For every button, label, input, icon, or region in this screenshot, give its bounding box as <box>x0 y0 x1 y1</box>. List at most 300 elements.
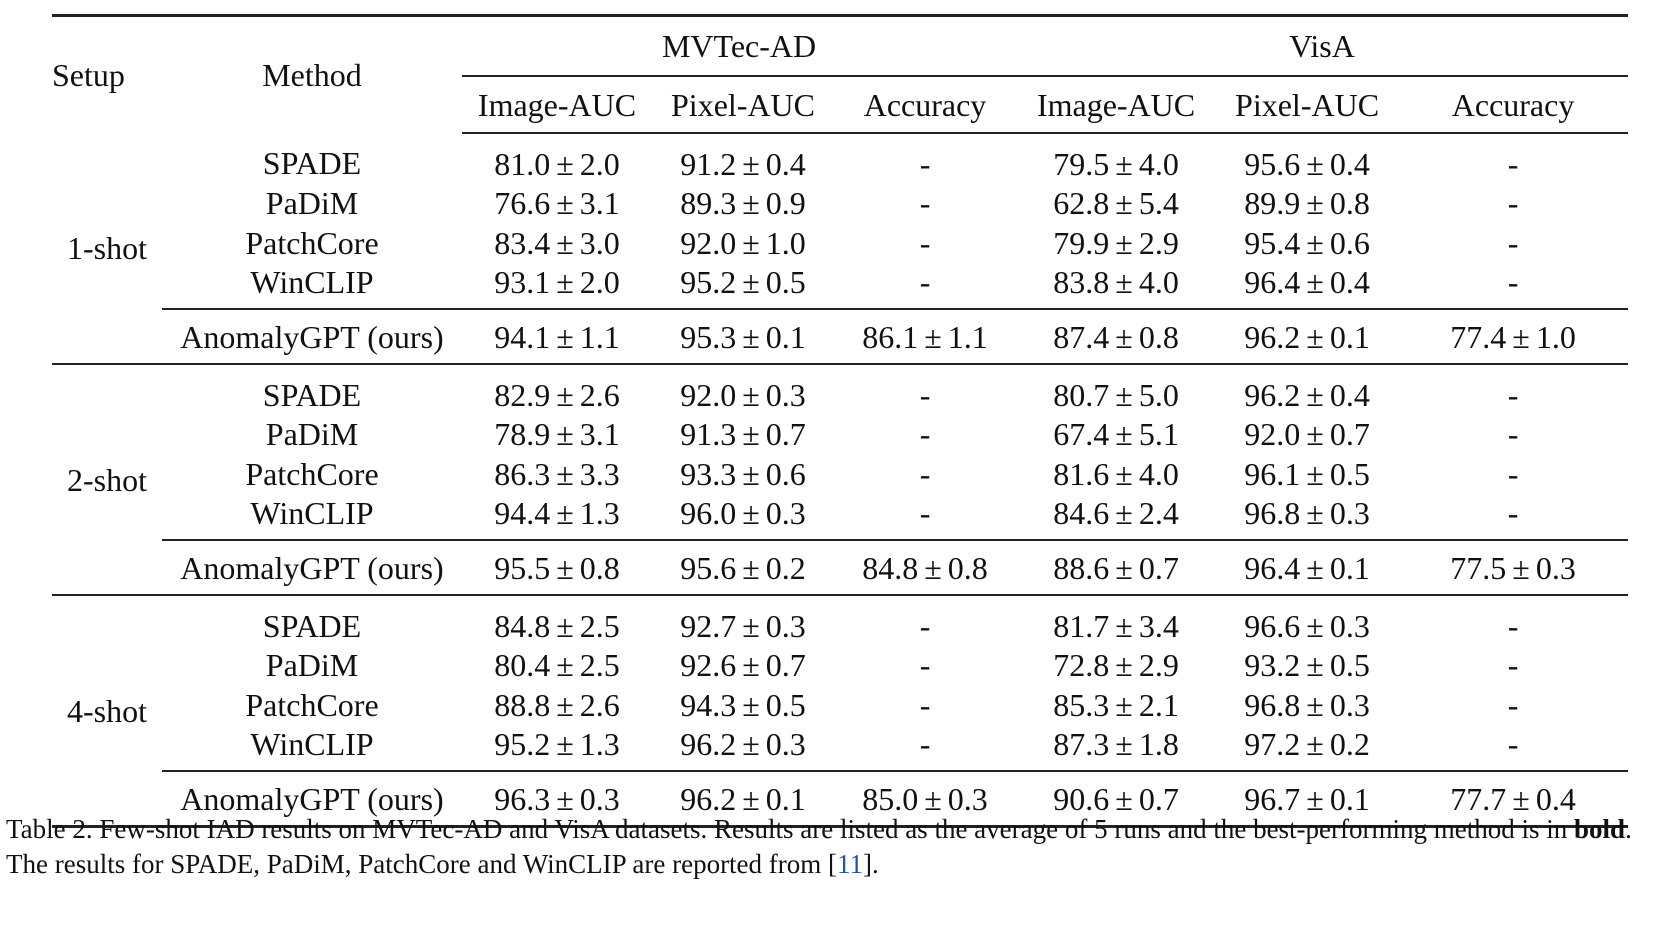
cell-mean: 83.4 <box>494 224 551 261</box>
cell-std: 3.4 <box>1138 607 1179 644</box>
cell-mean: - <box>919 647 931 684</box>
cell-mean: - <box>919 607 931 644</box>
cell-mvtec-accuracy <box>834 454 1016 494</box>
table-row <box>52 454 1628 494</box>
cell-std: 5.4 <box>1138 185 1179 222</box>
cell-mvtec-accuracy <box>834 646 1016 686</box>
cell-visa-image-auc <box>1016 364 1216 415</box>
table-row <box>52 223 1628 263</box>
cell-mean: 86.1 <box>862 318 919 355</box>
cell-mean: 96.1 <box>1244 455 1301 492</box>
cell-visa-accuracy <box>1398 223 1628 263</box>
plus-minus-sign: ± <box>1306 726 1324 763</box>
plus-minus-sign: ± <box>742 455 760 492</box>
cell-std: 1.1 <box>579 318 620 355</box>
cell-mean: - <box>919 726 931 763</box>
cell-mean: - <box>1507 185 1519 222</box>
header-col-mvtec-pixel-auc: Pixel-AUC <box>652 76 834 133</box>
plus-minus-sign: ± <box>742 686 760 723</box>
cell-mean: 92.0 <box>680 224 737 261</box>
cell-visa-accuracy <box>1398 263 1628 310</box>
table-row <box>52 540 1628 595</box>
plus-minus-sign: ± <box>1306 185 1324 222</box>
cell-mean: 93.3 <box>680 455 737 492</box>
cell-std: 0.4 <box>1329 376 1370 413</box>
cell-std: 0.1 <box>1329 318 1370 355</box>
cell-mean: 96.0 <box>680 495 737 532</box>
cell-std: 4.0 <box>1138 264 1179 301</box>
cell-mean: 96.7 <box>1244 780 1301 817</box>
method-name: SPADE <box>262 145 362 182</box>
cell-mean: - <box>919 686 931 723</box>
cell-std: 1.0 <box>765 224 806 261</box>
cell-mvtec-image-auc <box>462 685 652 725</box>
plus-minus-sign: ± <box>556 264 574 301</box>
cell-mean: 85.0 <box>862 780 919 817</box>
cell-std: 0.5 <box>765 264 806 301</box>
cell-std: 2.5 <box>579 647 620 684</box>
cell-std: 0.9 <box>765 185 806 222</box>
plus-minus-sign: ± <box>1115 145 1133 182</box>
plus-minus-sign: ± <box>742 224 760 261</box>
cell-mean: 67.4 <box>1053 416 1110 453</box>
cell-std: 1.1 <box>947 318 988 355</box>
cell-mean: 96.6 <box>1244 607 1301 644</box>
cell-mvtec-image-auc <box>462 494 652 541</box>
plus-minus-sign: ± <box>1306 455 1324 492</box>
cell-mvtec-pixel-auc <box>652 540 834 595</box>
cell-visa-image-auc <box>1016 685 1216 725</box>
cell-mean: 96.8 <box>1244 686 1301 723</box>
plus-minus-sign: ± <box>742 495 760 532</box>
cell-mean: 91.2 <box>680 145 737 182</box>
cell-std: 4.0 <box>1138 145 1179 182</box>
cell-std: 0.4 <box>765 145 806 182</box>
cell-mean: 92.0 <box>680 376 737 413</box>
method-name: PaDiM <box>265 185 359 222</box>
cell-std: 0.8 <box>1138 318 1179 355</box>
plus-minus-sign: ± <box>1115 549 1133 586</box>
cell-mean: 95.2 <box>494 726 551 763</box>
cell-mean: 94.4 <box>494 495 551 532</box>
plus-minus-sign: ± <box>742 549 760 586</box>
cell-mean: 97.2 <box>1244 726 1301 763</box>
cell-mean: 80.4 <box>494 647 551 684</box>
cell-mvtec-accuracy <box>834 595 1016 646</box>
plus-minus-sign: ± <box>1115 185 1133 222</box>
cell-std: 0.7 <box>765 647 806 684</box>
cell-mean: 79.9 <box>1053 224 1110 261</box>
cell-visa-pixel-auc <box>1216 454 1398 494</box>
method-name: SPADE <box>262 607 362 644</box>
cell-mean: - <box>919 145 931 182</box>
cell-std: 0.7 <box>765 416 806 453</box>
plus-minus-sign: ± <box>742 780 760 817</box>
cell-mvtec-accuracy <box>834 725 1016 772</box>
cell-visa-image-auc <box>1016 133 1216 184</box>
plus-minus-sign: ± <box>1115 264 1133 301</box>
cell-std: 0.3 <box>947 780 988 817</box>
cell-mvtec-accuracy <box>834 685 1016 725</box>
plus-minus-sign: ± <box>556 455 574 492</box>
method-name: PatchCore <box>245 455 379 492</box>
header-col-visa-image-auc: Image-AUC <box>1016 76 1216 133</box>
caption-bold-word: bold <box>1574 814 1626 844</box>
plus-minus-sign: ± <box>1306 145 1324 182</box>
cell-std: 0.3 <box>765 607 806 644</box>
cell-mean: 89.3 <box>680 185 737 222</box>
cell-std: 0.3 <box>765 495 806 532</box>
cell-visa-image-auc <box>1016 184 1216 224</box>
cell-mean: 96.8 <box>1244 495 1301 532</box>
cell-std: 0.1 <box>1329 780 1370 817</box>
plus-minus-sign: ± <box>1115 780 1133 817</box>
cell-mean: 88.8 <box>494 686 551 723</box>
method-name: WinCLIP <box>250 726 374 763</box>
plus-minus-sign: ± <box>556 686 574 723</box>
plus-minus-sign: ± <box>1115 607 1133 644</box>
method-name: PaDiM <box>265 647 359 684</box>
plus-minus-sign: ± <box>1306 224 1324 261</box>
cell-std: 0.4 <box>1329 264 1370 301</box>
cell-std: 0.3 <box>579 780 620 817</box>
cell-mean: 92.7 <box>680 607 737 644</box>
cell-visa-image-auc <box>1016 454 1216 494</box>
plus-minus-sign: ± <box>1306 686 1324 723</box>
cell-visa-pixel-auc <box>1216 646 1398 686</box>
plus-minus-sign: ± <box>1306 607 1324 644</box>
cell-visa-image-auc <box>1016 540 1216 595</box>
cell-mean: 87.3 <box>1053 726 1110 763</box>
header-group-visa: VisA <box>1016 16 1628 77</box>
table-row <box>52 494 1628 541</box>
cell-mean: 95.4 <box>1244 224 1301 261</box>
cell-std: 0.5 <box>765 686 806 723</box>
table-row <box>52 415 1628 455</box>
cell-mean: 95.5 <box>494 549 551 586</box>
setup-label: 1-shot <box>52 133 162 364</box>
cell-mvtec-pixel-auc <box>652 454 834 494</box>
cell-mean: 72.8 <box>1053 647 1110 684</box>
cell-std: 0.4 <box>1535 780 1576 817</box>
cell-visa-image-auc <box>1016 415 1216 455</box>
cell-visa-accuracy <box>1398 494 1628 541</box>
cell-mean: 84.8 <box>494 607 551 644</box>
plus-minus-sign: ± <box>742 607 760 644</box>
cell-std: 0.7 <box>1329 416 1370 453</box>
method-name: PaDiM <box>265 416 359 453</box>
cell-visa-image-auc <box>1016 223 1216 263</box>
cell-mean: - <box>1507 376 1519 413</box>
cell-mvtec-image-auc <box>462 415 652 455</box>
cell-mvtec-pixel-auc <box>652 133 834 184</box>
setup-label: 4-shot <box>52 595 162 827</box>
cell-visa-accuracy <box>1398 540 1628 595</box>
cell-mean: 93.2 <box>1244 647 1301 684</box>
table-row <box>52 309 1628 364</box>
cell-mean: 79.5 <box>1053 145 1110 182</box>
method-name: WinCLIP <box>250 495 374 532</box>
cell-mvtec-pixel-auc <box>652 646 834 686</box>
plus-minus-sign: ± <box>1115 686 1133 723</box>
plus-minus-sign: ± <box>556 416 574 453</box>
cell-mean: - <box>1507 224 1519 261</box>
cell-visa-accuracy <box>1398 685 1628 725</box>
cell-mean: - <box>1507 264 1519 301</box>
plus-minus-sign: ± <box>556 607 574 644</box>
cell-std: 0.3 <box>1329 495 1370 532</box>
cell-mean: 96.4 <box>1244 264 1301 301</box>
cell-mean: - <box>1507 145 1519 182</box>
cell-mean: 96.2 <box>1244 318 1301 355</box>
plus-minus-sign: ± <box>1512 780 1530 817</box>
cell-std: 0.3 <box>765 376 806 413</box>
cell-mean: - <box>1507 607 1519 644</box>
cell-visa-pixel-auc <box>1216 133 1398 184</box>
cell-mvtec-pixel-auc <box>652 223 834 263</box>
plus-minus-sign: ± <box>556 726 574 763</box>
plus-minus-sign: ± <box>1306 549 1324 586</box>
cell-mean: - <box>919 376 931 413</box>
cell-mean: - <box>919 455 931 492</box>
header-col-visa-accuracy: Accuracy <box>1398 76 1628 133</box>
cell-mean: - <box>919 185 931 222</box>
cell-mean: 93.1 <box>494 264 551 301</box>
table-row <box>52 685 1628 725</box>
cell-mvtec-accuracy <box>834 415 1016 455</box>
cell-mean: 90.6 <box>1053 780 1110 817</box>
cell-mean: 76.6 <box>494 185 551 222</box>
cell-mean: 81.0 <box>494 145 551 182</box>
plus-minus-sign: ± <box>924 780 942 817</box>
cell-mean: - <box>919 224 931 261</box>
cell-std: 2.4 <box>1138 495 1179 532</box>
cell-mean: 78.9 <box>494 416 551 453</box>
plus-minus-sign: ± <box>742 726 760 763</box>
cell-std: 0.7 <box>1138 549 1179 586</box>
cell-std: 0.2 <box>1329 726 1370 763</box>
plus-minus-sign: ± <box>556 780 574 817</box>
table-body <box>52 133 1628 827</box>
cell-mvtec-image-auc <box>462 223 652 263</box>
cell-std: 0.4 <box>1329 145 1370 182</box>
plus-minus-sign: ± <box>556 549 574 586</box>
cell-mean: - <box>1507 647 1519 684</box>
cell-std: 5.0 <box>1138 376 1179 413</box>
cell-mean: - <box>1507 416 1519 453</box>
cell-mean: - <box>1507 726 1519 763</box>
plus-minus-sign: ± <box>1306 318 1324 355</box>
plus-minus-sign: ± <box>556 185 574 222</box>
cell-std: 0.2 <box>765 549 806 586</box>
cell-mvtec-accuracy <box>834 309 1016 364</box>
plus-minus-sign: ± <box>1306 376 1324 413</box>
plus-minus-sign: ± <box>1115 416 1133 453</box>
cell-std: 0.8 <box>947 549 988 586</box>
cell-visa-pixel-auc <box>1216 725 1398 772</box>
cell-std: 2.9 <box>1138 647 1179 684</box>
cell-mean: 83.8 <box>1053 264 1110 301</box>
cell-mvtec-image-auc <box>462 725 652 772</box>
cell-mean: 85.3 <box>1053 686 1110 723</box>
cell-visa-pixel-auc <box>1216 263 1398 310</box>
plus-minus-sign: ± <box>1512 318 1530 355</box>
method-name: AnomalyGPT (ours) <box>162 771 462 827</box>
cell-mean: 62.8 <box>1053 185 1110 222</box>
plus-minus-sign: ± <box>742 647 760 684</box>
cell-std: 1.0 <box>1535 318 1576 355</box>
cell-mean: - <box>919 416 931 453</box>
cell-std: 0.1 <box>765 780 806 817</box>
cell-mvtec-pixel-auc <box>652 494 834 541</box>
cell-visa-pixel-auc <box>1216 595 1398 646</box>
header-col-mvtec-accuracy: Accuracy <box>834 76 1016 133</box>
cell-mvtec-image-auc <box>462 646 652 686</box>
cell-visa-accuracy <box>1398 309 1628 364</box>
cell-mean: - <box>1507 455 1519 492</box>
cell-mvtec-image-auc <box>462 133 652 184</box>
cell-mean: 92.0 <box>1244 416 1301 453</box>
cell-std: 0.6 <box>1329 224 1370 261</box>
plus-minus-sign: ± <box>742 376 760 413</box>
cell-mean: 84.8 <box>862 549 919 586</box>
cell-mean: 96.2 <box>680 726 737 763</box>
plus-minus-sign: ± <box>1115 376 1133 413</box>
cell-mean: 87.4 <box>1053 318 1110 355</box>
cell-mean: 96.2 <box>1244 376 1301 413</box>
plus-minus-sign: ± <box>1306 495 1324 532</box>
caption-text-3: ]. <box>863 849 879 879</box>
header-col-mvtec-image-auc: Image-AUC <box>462 76 652 133</box>
cell-std: 0.5 <box>1329 455 1370 492</box>
cell-mean: 92.6 <box>680 647 737 684</box>
cell-visa-pixel-auc <box>1216 184 1398 224</box>
setup-label: 2-shot <box>52 364 162 595</box>
plus-minus-sign: ± <box>742 185 760 222</box>
plus-minus-sign: ± <box>742 416 760 453</box>
plus-minus-sign: ± <box>742 145 760 182</box>
cell-mean: 77.7 <box>1450 780 1507 817</box>
plus-minus-sign: ± <box>556 318 574 355</box>
cell-mvtec-accuracy <box>834 223 1016 263</box>
table-row <box>52 184 1628 224</box>
cell-mean: 94.1 <box>494 318 551 355</box>
plus-minus-sign: ± <box>1115 647 1133 684</box>
cell-visa-accuracy <box>1398 415 1628 455</box>
cell-mean: - <box>919 495 931 532</box>
cell-mvtec-pixel-auc <box>652 725 834 772</box>
cell-mean: 96.2 <box>680 780 737 817</box>
cell-mean: 81.7 <box>1053 607 1110 644</box>
cell-visa-accuracy <box>1398 364 1628 415</box>
method-name: PatchCore <box>245 686 379 723</box>
plus-minus-sign: ± <box>1115 495 1133 532</box>
plus-minus-sign: ± <box>1512 549 1530 586</box>
cell-std: 0.6 <box>765 455 806 492</box>
plus-minus-sign: ± <box>1115 455 1133 492</box>
plus-minus-sign: ± <box>924 549 942 586</box>
method-name: WinCLIP <box>250 264 374 301</box>
cell-std: 0.8 <box>1329 185 1370 222</box>
cell-visa-image-auc <box>1016 309 1216 364</box>
cell-std: 1.8 <box>1138 726 1179 763</box>
cell-mean: 84.6 <box>1053 495 1110 532</box>
cell-mean: - <box>1507 495 1519 532</box>
cell-mean: 82.9 <box>494 376 551 413</box>
cell-visa-image-auc <box>1016 646 1216 686</box>
method-name: PatchCore <box>245 224 379 261</box>
cell-visa-accuracy <box>1398 646 1628 686</box>
cell-std: 0.1 <box>1329 549 1370 586</box>
cell-mvtec-pixel-auc <box>652 184 834 224</box>
cell-mean: 77.4 <box>1450 318 1507 355</box>
cell-mvtec-accuracy <box>834 184 1016 224</box>
cell-std: 0.1 <box>765 318 806 355</box>
header-setup: Setup <box>52 16 162 134</box>
header-group-mvtec: MVTec-AD <box>462 16 1016 77</box>
cell-std: 0.7 <box>1138 780 1179 817</box>
cell-std: 5.1 <box>1138 416 1179 453</box>
cell-visa-accuracy <box>1398 454 1628 494</box>
cell-std: 0.3 <box>765 726 806 763</box>
cell-mean: 88.6 <box>1053 549 1110 586</box>
method-name: SPADE <box>262 376 362 413</box>
cell-visa-image-auc <box>1016 725 1216 772</box>
cell-mvtec-image-auc <box>462 263 652 310</box>
cell-std: 0.3 <box>1535 549 1576 586</box>
plus-minus-sign: ± <box>1306 264 1324 301</box>
plus-minus-sign: ± <box>924 318 942 355</box>
header-method: Method <box>162 16 462 134</box>
cell-mean: 89.9 <box>1244 185 1301 222</box>
table-row <box>52 725 1628 772</box>
cell-mvtec-image-auc <box>462 309 652 364</box>
cell-mean: - <box>1507 686 1519 723</box>
cell-visa-accuracy <box>1398 133 1628 184</box>
plus-minus-sign: ± <box>556 495 574 532</box>
cell-visa-image-auc <box>1016 494 1216 541</box>
cell-std: 4.0 <box>1138 455 1179 492</box>
cell-std: 3.1 <box>579 416 620 453</box>
cell-mean: 94.3 <box>680 686 737 723</box>
cell-mean: 95.6 <box>1244 145 1301 182</box>
cell-mvtec-image-auc <box>462 595 652 646</box>
cell-mvtec-pixel-auc <box>652 685 834 725</box>
caption-text-2: . The results for SPADE, PaDiM, PatchCore and WinCLIP are reported from [ <box>6 814 1632 879</box>
cell-visa-pixel-auc <box>1216 223 1398 263</box>
cell-mean: - <box>919 264 931 301</box>
cell-mean: 91.3 <box>680 416 737 453</box>
plus-minus-sign: ± <box>1115 318 1133 355</box>
table-caption <box>6 812 1670 882</box>
cell-visa-accuracy <box>1398 184 1628 224</box>
table-row <box>52 133 1628 184</box>
table-row <box>52 646 1628 686</box>
method-name: AnomalyGPT (ours) <box>162 309 462 364</box>
header-col-visa-pixel-auc: Pixel-AUC <box>1216 76 1398 133</box>
cell-visa-pixel-auc <box>1216 685 1398 725</box>
method-name: AnomalyGPT (ours) <box>162 540 462 595</box>
cell-mvtec-image-auc <box>462 540 652 595</box>
citation-link[interactable]: 11 <box>837 849 864 879</box>
cell-visa-pixel-auc <box>1216 309 1398 364</box>
cell-std: 2.6 <box>579 376 620 413</box>
cell-visa-accuracy <box>1398 725 1628 772</box>
cell-visa-pixel-auc <box>1216 540 1398 595</box>
cell-mean: 86.3 <box>494 455 551 492</box>
cell-mean: 95.6 <box>680 549 737 586</box>
plus-minus-sign: ± <box>556 145 574 182</box>
